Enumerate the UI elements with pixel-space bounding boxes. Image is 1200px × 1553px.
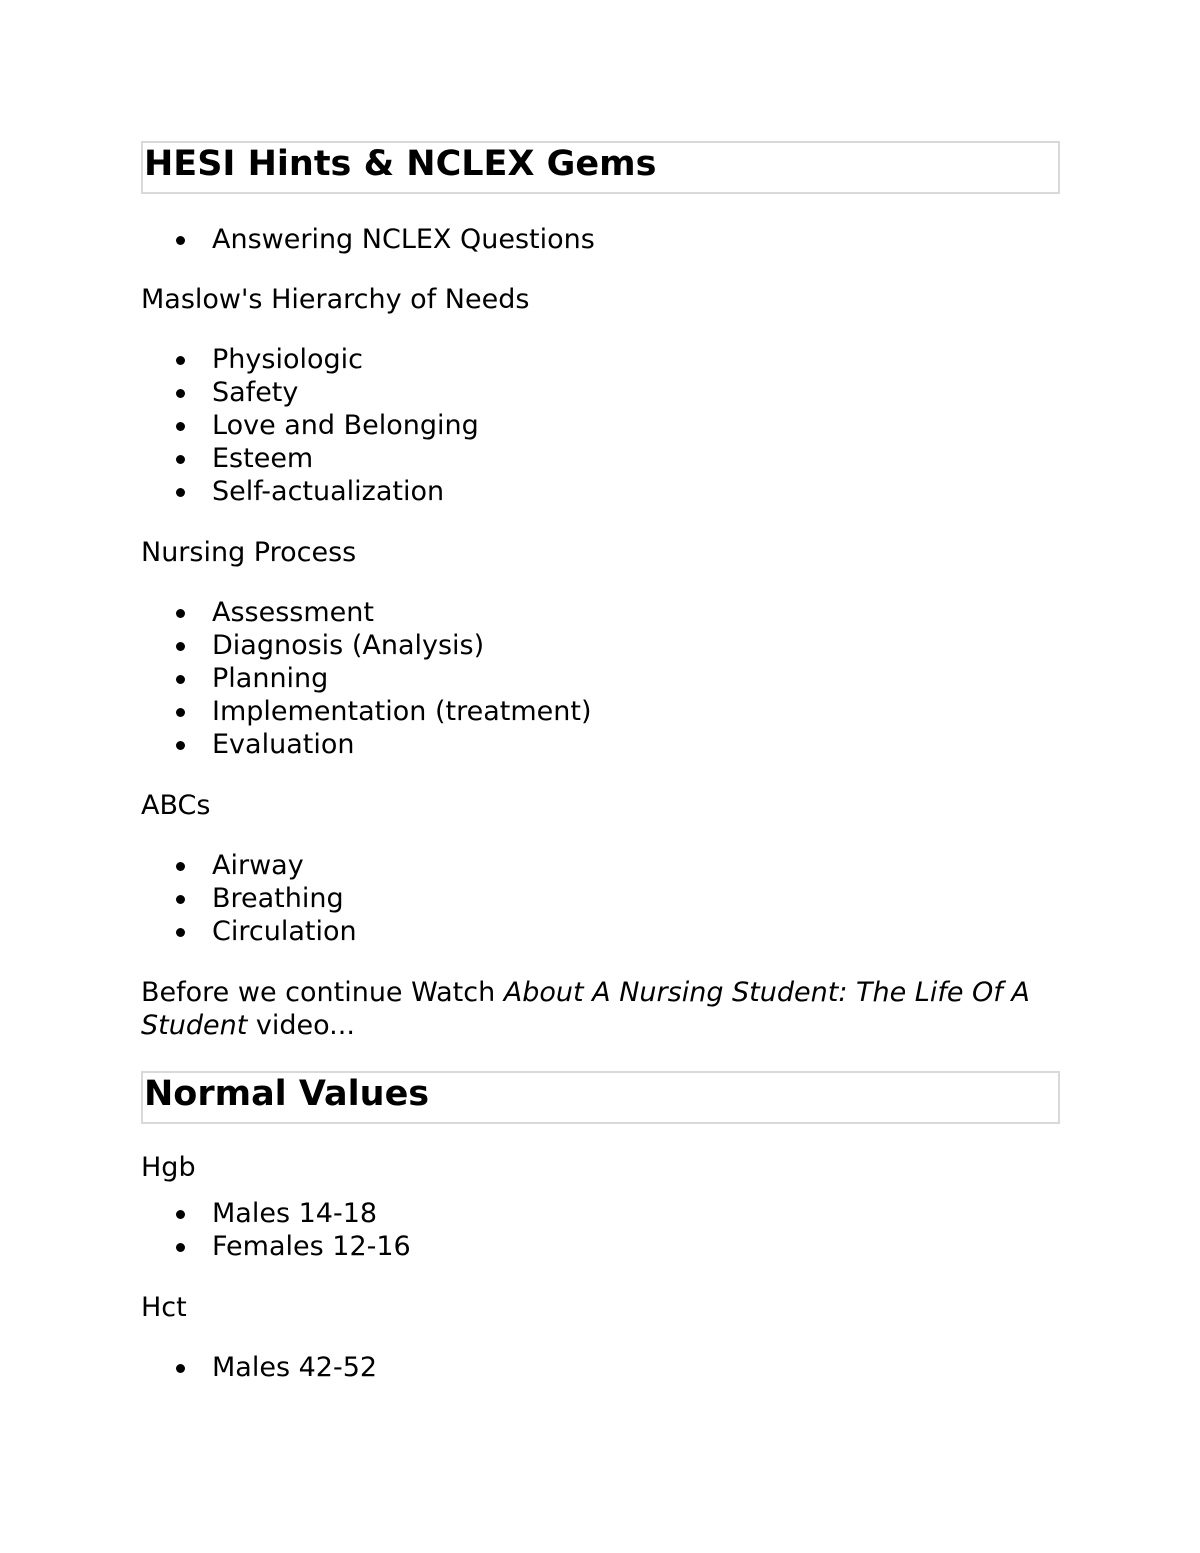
maslow-list — [141, 343, 1060, 508]
nursing-process-list — [141, 596, 1060, 761]
bullet-icon — [176, 675, 185, 684]
list-item: Physiologic — [141, 343, 1060, 376]
section-title: Normal Values — [144, 1074, 430, 1114]
bullet-icon — [176, 708, 185, 717]
section-heading-hesi — [141, 141, 1060, 194]
hgb-list — [141, 1197, 1060, 1263]
list-item: Diagnosis (Analysis) — [141, 629, 1060, 662]
list-item: Self-actualization — [141, 475, 1060, 508]
list-item: Males 14-18 — [141, 1197, 1060, 1230]
list-item: Esteem — [141, 442, 1060, 475]
bullet-icon — [176, 455, 185, 464]
bullet-icon — [176, 1210, 185, 1219]
document-page — [141, 141, 1060, 1384]
bullet-icon — [176, 488, 185, 497]
list-item: Assessment — [141, 596, 1060, 629]
list-item: Breathing — [141, 882, 1060, 915]
video-note: Before we continue Watch About A Nursing Student: The Life Of A Student video... — [141, 977, 1030, 1041]
nursing-process-label: Nursing Process — [141, 537, 357, 568]
abcs-list — [141, 849, 1060, 948]
section-heading-normal-values — [141, 1071, 1060, 1124]
intro-list — [141, 223, 1060, 256]
list-item: Evaluation — [141, 728, 1060, 761]
bullet-icon — [176, 389, 185, 398]
bullet-icon — [176, 642, 185, 651]
hgb-label: Hgb — [141, 1152, 196, 1183]
bullet-icon — [176, 741, 185, 750]
bullet-icon — [176, 236, 185, 245]
hct-label: Hct — [141, 1292, 187, 1323]
list-item: Answering NCLEX Questions — [141, 223, 1060, 256]
bullet-icon — [176, 862, 185, 871]
list-item: Airway — [141, 849, 1060, 882]
hct-list — [141, 1351, 1060, 1384]
section-title: HESI Hints & NCLEX Gems — [144, 144, 657, 184]
list-item: Females 12-16 — [141, 1230, 1060, 1263]
list-item: Love and Belonging — [141, 409, 1060, 442]
maslow-label: Maslow's Hierarchy of Needs — [141, 284, 530, 315]
list-item: Implementation (treatment) — [141, 695, 1060, 728]
list-item: Circulation — [141, 915, 1060, 948]
bullet-icon — [176, 356, 185, 365]
list-item: Males 42-52 — [141, 1351, 1060, 1384]
video-title: About A Nursing Student: The Life Of A Student — [141, 977, 1030, 1041]
list-item: Safety — [141, 376, 1060, 409]
bullet-icon — [176, 1243, 185, 1252]
bullet-icon — [176, 928, 185, 937]
list-item: Planning — [141, 662, 1060, 695]
bullet-icon — [176, 422, 185, 431]
bullet-icon — [176, 609, 185, 618]
bullet-icon — [176, 895, 185, 904]
abcs-label: ABCs — [141, 790, 211, 821]
bullet-icon — [176, 1364, 185, 1373]
